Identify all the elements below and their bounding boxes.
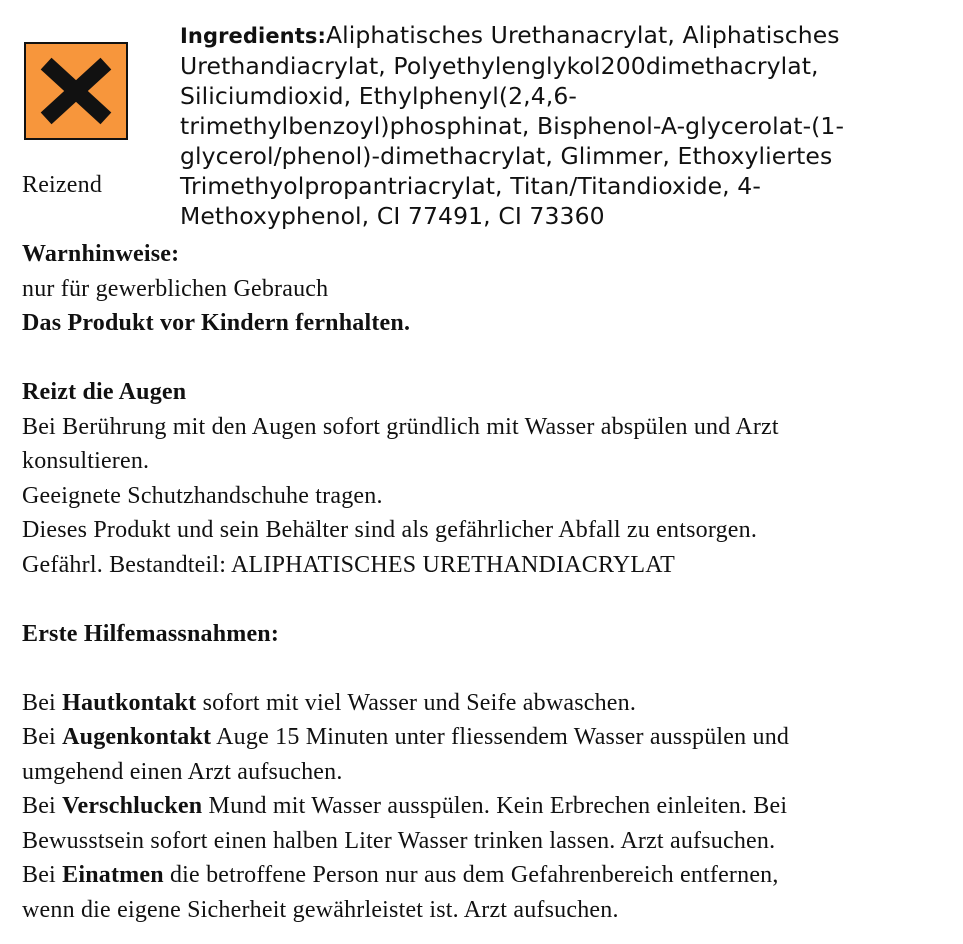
eye-instruction-line-2: konsultieren. xyxy=(22,448,150,474)
first-aid-item xyxy=(22,686,952,721)
first-aid-item xyxy=(22,789,952,858)
gloves-instruction: Geeignete Schutzhandschuhe tragen. xyxy=(22,482,383,509)
eye-instruction-line-1: Bei Berührung mit den Augen sofort gründlich mit Wasser abspülen und Arzt xyxy=(22,413,779,440)
ingredients-text: Aliphatisches Urethanacrylat, Aliphatisches Urethandiacrylat, Polyethylenglykol200dimethacrylat, Siliciumdioxid, Ethylphenyl(2,4,6- trimethylbenzoyl)phosphinat, Bisphenol-A-glycerolat-(1- glycerol/phenol)-dimethacrylat, Glimmer, Ethoxyliertes Trimethyolpropantriacrylat, Titan/Titandioxide, 4- Methoxyphenol, CI 77491, CI 73360 xyxy=(180,21,845,230)
warnings-heading: Warnhinweise: xyxy=(22,241,180,267)
first-aid-text: sofort mit viel Wasser und Seife abwaschen. xyxy=(202,689,637,716)
eye-irritation-heading: Reizt die Augen xyxy=(22,379,187,405)
first-aid-keyword: Verschlucken xyxy=(62,793,203,819)
irritant-x-icon xyxy=(24,42,128,140)
first-aid-item xyxy=(22,858,952,927)
disposal-instruction: Dieses Produkt und sein Behälter sind als gefährlicher Abfall zu entsorgen. xyxy=(22,517,758,543)
first-aid-text: Auge 15 Minuten unter fliessendem Wasser ausspülen und xyxy=(216,724,790,750)
first-aid-text: die betroffene Person nur aus dem Gefahrenbereich entfernen, xyxy=(169,862,779,888)
first-aid-prefix: Bei xyxy=(22,724,56,750)
usage-note: nur für gewerblichen Gebrauch xyxy=(22,275,329,302)
first-aid-text: wenn die eigene Sicherheit gewährleistet ist. Arzt aufsuchen. xyxy=(22,896,619,923)
first-aid-text: Bewusstsein sofort einen halben Liter Wasser trinken lassen. Arzt aufsuchen. xyxy=(22,827,776,854)
ingredients-heading: Ingredients: xyxy=(180,24,326,48)
document-body xyxy=(22,237,952,927)
first-aid-prefix: Bei xyxy=(22,793,56,819)
children-warning: Das Produkt vor Kindern fernhalten. xyxy=(22,310,411,336)
hazard-label: Reizend xyxy=(22,172,103,198)
ingredients-block xyxy=(180,20,940,231)
first-aid-text: umgehend einen Arzt aufsuchen. xyxy=(22,758,343,785)
first-aid-item xyxy=(22,720,952,789)
first-aid-prefix: Bei xyxy=(22,689,56,716)
hazardous-component: Gefährl. Bestandteil: ALIPHATISCHES URETHANDIACRYLAT xyxy=(22,551,676,578)
first-aid-keyword: Hautkontakt xyxy=(62,689,197,716)
first-aid-prefix: Bei xyxy=(22,862,56,888)
first-aid-keyword: Einatmen xyxy=(62,862,164,888)
first-aid-keyword: Augenkontakt xyxy=(62,724,212,750)
first-aid-text: Mund mit Wasser ausspülen. Kein Erbrechen einleiten. Bei xyxy=(208,793,788,819)
first-aid-heading: Erste Hilfemassnahmen: xyxy=(22,620,280,647)
